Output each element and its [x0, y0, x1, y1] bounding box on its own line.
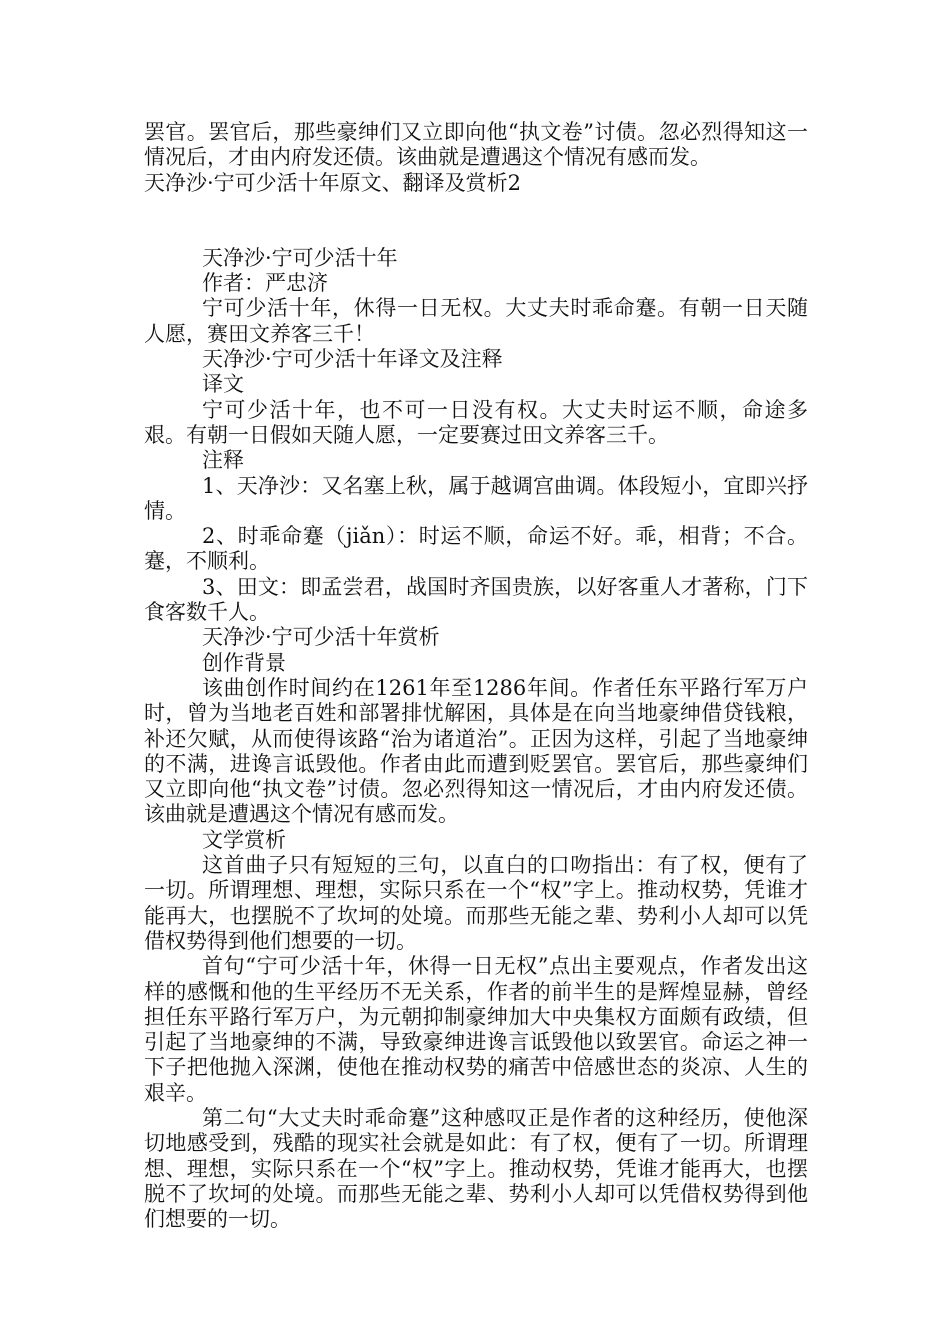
poem-text: 宁可少活十年，休得一日无权。大丈夫时乖命蹇。有朝一日天随人愿，赛田文养客三千！ — [144, 296, 808, 346]
translation-heading: 天净沙·宁可少活十年译文及注释 — [202, 347, 503, 372]
literary-paragraph: 首句“宁可少活十年，休得一日无权”点出主要观点，作者发出这样的感慨和他的生平经历不无关系，作者的前半生的是辉煌显赫，曾经担任东平路行军万户，为元朝抑制豪绅加大中央集权方面颇有政绩，但引起了当地豪绅的不满，导致豪绅进谗言诋毁他以致罢官。命运之神一下子把他抛入深渊，使他在推动权势的痛苦中倍感世态的炎凉、人生的艰辛。 — [144, 954, 808, 1105]
poem-author: 作者：严忠济 — [202, 271, 328, 296]
literary-paragraph: 这首曲子只有短短的三句，以直白的口吻指出：有了权，便有了一切。所谓理想、理想，实际只系在一个“权”字上。推动权势，凭谁才能再大，也摆脱不了坎坷的处境。而那些无能之辈、势利小人却可以凭借权势得到他们想要的一切。 — [144, 853, 808, 953]
background-text: 该曲创作时间约在1261年至1286年间。作者任东平路行军万户时，曾为当地老百姓和部署排忧解困，具体是在向当地豪绅借贷钱粮，补还欠赋，从而使得该路“治为诸道治”。正因为这样，引起了当地豪绅的不满，进谗言诋毁他。作者由此而遭到贬罢官。罢官后，那些豪绅们又立即向他“执文卷”讨债。忽必烈得知这一情况后，才由内府发还债。该曲就是遭遇这个情况有感而发。 — [144, 675, 808, 827]
note-item: 2、时乖命蹇（jiǎn）：时运不顺，命运不好。乖，相背；不合。蹇，不顺利。 — [144, 524, 808, 574]
spacer — [144, 196, 808, 246]
appreciation-heading: 天净沙·宁可少活十年赏析 — [202, 625, 440, 650]
poem-title: 天净沙·宁可少活十年 — [202, 245, 398, 270]
translation-text: 宁可少活十年，也不可一日没有权。大丈夫时运不顺，命途多艰。有朝一日假如天随人愿，一定要赛过田文养客三千。 — [144, 397, 808, 447]
background-label: 创作背景 — [202, 650, 286, 675]
section-title: 天净沙·宁可少活十年原文、翻译及赏析2 — [144, 170, 522, 195]
note-item: 1、天净沙：又名塞上秋，属于越调宫曲调。体段短小，宜即兴抒情。 — [144, 473, 808, 523]
document-page — [144, 120, 808, 1232]
literary-paragraph: 第二句“大丈夫时乖命蹇”这种感叹正是作者的这种经历，使他深切地感受到，残酷的现实社会就是如此：有了权，便有了一切。所谓理想、理想，实际只系在一个“权”字上。推动权势，凭谁才能再大，也摆脱不了坎坷的处境。而那些无能之辈、势利小人却可以凭借权势得到他们想要的一切。 — [144, 1105, 808, 1232]
notes-label: 注释 — [202, 448, 244, 473]
translation-label: 译文 — [202, 372, 244, 397]
note-item: 3、田文：即孟尝君，战国时齐国贵族，以好客重人才著称，门下食客数千人。 — [144, 574, 808, 625]
intro-paragraph: 罢官。罢官后，那些豪绅们又立即向他“执文卷”讨债。忽必烈得知这一情况后，才由内府发还债。该曲就是遭遇这个情况有感而发。 — [144, 120, 808, 170]
literary-label: 文学赏析 — [202, 827, 286, 852]
